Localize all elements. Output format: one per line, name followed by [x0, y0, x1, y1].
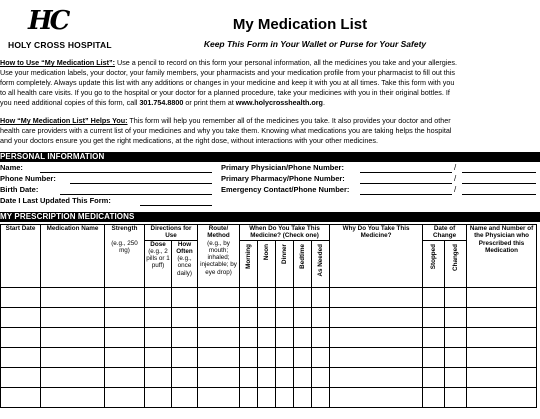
table-cell[interactable] [445, 327, 467, 347]
table-cell[interactable] [467, 367, 537, 387]
header-noon: Noon [258, 240, 276, 287]
table-cell[interactable] [467, 327, 537, 347]
table-cell[interactable] [145, 367, 172, 387]
table-cell[interactable] [145, 327, 172, 347]
pharmacy-phone-line[interactable] [462, 183, 536, 184]
table-cell[interactable] [312, 387, 330, 407]
table-cell[interactable] [294, 327, 312, 347]
table-cell[interactable] [145, 307, 172, 327]
table-cell[interactable] [198, 347, 240, 367]
personal-info-bar: PERSONAL INFORMATION [0, 152, 540, 162]
table-cell[interactable] [467, 347, 537, 367]
table-cell[interactable] [41, 307, 105, 327]
table-cell[interactable] [258, 387, 276, 407]
table-cell[interactable] [105, 367, 145, 387]
table-cell[interactable] [445, 347, 467, 367]
table-cell[interactable] [467, 307, 537, 327]
table-cell[interactable] [172, 327, 198, 347]
table-cell[interactable] [145, 287, 172, 307]
table-cell[interactable] [330, 367, 423, 387]
header-dose: Dose (e.g., 2 pills or 1 puff) [145, 240, 172, 287]
header-dinner: Dinner [276, 240, 294, 287]
emergency-slash: / [454, 185, 457, 194]
header-prescribing-physician: Name and Number of the Physician who Prescribed this Medication [467, 225, 537, 288]
how-to-use-line-4: to all health care visits. If you go to the hospital or your doctor for a planned procedure, take your medicines with you in their original bottles. If [0, 88, 450, 97]
table-cell[interactable] [467, 387, 537, 407]
table-cell[interactable] [258, 287, 276, 307]
pharmacy-line[interactable] [360, 183, 452, 184]
hospital-logo-mark: HC [28, 6, 68, 36]
table-cell[interactable] [145, 387, 172, 407]
table-cell[interactable] [1, 327, 41, 347]
table-cell[interactable] [294, 347, 312, 367]
emergency-line[interactable] [360, 194, 452, 195]
table-cell[interactable] [445, 307, 467, 327]
table-cell[interactable] [294, 287, 312, 307]
table-cell[interactable] [445, 287, 467, 307]
how-to-use-line-1: How to Use “My Medication List”: Use a pencil to record on this form your personal information, all the medicines you take and your allergies. [0, 58, 457, 67]
physician-slash: / [454, 163, 457, 172]
table-cell[interactable] [423, 287, 445, 307]
table-cell[interactable] [41, 387, 105, 407]
table-cell[interactable] [105, 327, 145, 347]
table-cell[interactable] [258, 367, 276, 387]
phone-line[interactable] [70, 183, 212, 184]
how-to-use-line-5: you need additional copies of this form, call 301.754.8800 or print them at www.holycrosshealth.org. [0, 98, 325, 107]
table-cell[interactable] [172, 307, 198, 327]
how-helps-line-1: How “My Medication List” Helps You: This form will help you remember all of the medicines you take. It also provides your doctor and other [0, 116, 451, 125]
table-cell[interactable] [276, 347, 294, 367]
prescriptions-body [1, 287, 537, 407]
table-cell[interactable] [172, 347, 198, 367]
table-row [1, 387, 537, 407]
table-cell[interactable] [445, 387, 467, 407]
table-cell[interactable] [294, 367, 312, 387]
table-cell[interactable] [423, 327, 445, 347]
header-route: Route/ Method (e.g., by mouth; inhaled; injectable; by eye drop) [198, 225, 240, 288]
header-changed: Changed [445, 240, 467, 287]
table-cell[interactable] [1, 287, 41, 307]
table-cell[interactable] [276, 307, 294, 327]
table-cell[interactable] [312, 287, 330, 307]
table-cell[interactable] [240, 387, 258, 407]
how-helps-line-2: health care providers with a current list of your medicines and why you take them. Knowing what medications you are taking helps the hospital [0, 126, 452, 135]
table-cell[interactable] [105, 287, 145, 307]
header-as-needed: As Needed [312, 240, 330, 287]
table-cell[interactable] [312, 367, 330, 387]
table-cell[interactable] [198, 387, 240, 407]
header-when: When Do You Take This Medicine? (Check one) [240, 225, 330, 241]
table-row [1, 327, 537, 347]
table-cell[interactable] [105, 307, 145, 327]
physician-phone-line[interactable] [462, 172, 536, 173]
table-cell[interactable] [1, 387, 41, 407]
table-cell[interactable] [423, 387, 445, 407]
table-cell[interactable] [198, 287, 240, 307]
header-strength: Strength (e.g., 250 mg) [105, 225, 145, 288]
how-helps-heading: How “My Medication List” Helps You: [0, 116, 128, 125]
table-row [1, 307, 537, 327]
prescriptions-table [0, 224, 537, 408]
table-cell[interactable] [467, 287, 537, 307]
table-cell[interactable] [294, 307, 312, 327]
table-cell[interactable] [1, 307, 41, 327]
table-cell[interactable] [258, 307, 276, 327]
table-cell[interactable] [198, 307, 240, 327]
table-cell[interactable] [145, 347, 172, 367]
table-cell[interactable] [1, 347, 41, 367]
updated-label: Date I Last Updated This Form: [0, 196, 111, 205]
table-cell[interactable] [41, 367, 105, 387]
emergency-label: Emergency Contact/Phone Number: [221, 185, 350, 194]
table-cell[interactable] [258, 347, 276, 367]
prescriptions-bar: MY PRESCRIPTION MEDICATIONS [0, 212, 540, 222]
phone-label: Phone Number: [0, 174, 56, 183]
physician-label: Primary Physician/Phone Number: [221, 163, 344, 172]
table-cell[interactable] [240, 287, 258, 307]
table-cell[interactable] [105, 347, 145, 367]
birth-date-line[interactable] [60, 194, 212, 195]
table-cell[interactable] [312, 307, 330, 327]
table-cell[interactable] [330, 387, 423, 407]
table-row [1, 347, 537, 367]
table-cell[interactable] [198, 327, 240, 347]
how-helps-line-3: and your doctors ensure you get the right medications, at the right dose, without interactions with your other medicines. [0, 136, 378, 145]
table-cell[interactable] [240, 347, 258, 367]
page-subtitle: Keep This Form in Your Wallet or Purse for Your Safety [203, 39, 427, 49]
pharmacy-slash: / [454, 174, 457, 183]
emergency-phone-line[interactable] [462, 194, 536, 195]
header-how-often: How Often (e.g., once daily) [172, 240, 198, 287]
table-cell[interactable] [423, 367, 445, 387]
table-cell[interactable] [445, 367, 467, 387]
physician-line[interactable] [360, 172, 452, 173]
table-header-row-1 [1, 225, 537, 241]
how-to-use-line-3: form completely. Always update this list with any additions or changes in your medicine and keep it with you at all times. Take this form with you [0, 78, 455, 87]
table-cell[interactable] [41, 347, 105, 367]
table-cell[interactable] [276, 287, 294, 307]
table-cell[interactable] [312, 347, 330, 367]
header-morning: Morning [240, 240, 258, 287]
table-cell[interactable] [1, 367, 41, 387]
table-cell[interactable] [276, 327, 294, 347]
header-why: Why Do You Take This Medicine? [330, 225, 423, 288]
name-label: Name: [0, 163, 23, 172]
how-to-use-heading: How to Use “My Medication List”: [0, 58, 116, 67]
table-cell[interactable] [240, 367, 258, 387]
updated-line[interactable] [140, 205, 212, 206]
table-row [1, 287, 537, 307]
table-row [1, 367, 537, 387]
header-medication-name: Medication Name [41, 225, 105, 288]
header-start-date: Start Date [1, 225, 41, 288]
table-cell[interactable] [172, 387, 198, 407]
table-cell[interactable] [240, 307, 258, 327]
header-stopped: Stopped [423, 240, 445, 287]
phone-number: 301.754.8800 [139, 98, 184, 107]
table-cell[interactable] [423, 347, 445, 367]
table-cell[interactable] [41, 327, 105, 347]
table-cell[interactable] [294, 387, 312, 407]
table-cell[interactable] [276, 387, 294, 407]
table-cell[interactable] [423, 307, 445, 327]
table-cell[interactable] [330, 347, 423, 367]
header-bedtime: Bedtime [294, 240, 312, 287]
table-cell[interactable] [172, 367, 198, 387]
header-date-of-change: Date of Change [423, 225, 467, 241]
hospital-logo-text: HOLY CROSS HOSPITAL [8, 40, 112, 50]
table-cell[interactable] [330, 327, 423, 347]
table-cell[interactable] [41, 287, 105, 307]
table-cell[interactable] [276, 367, 294, 387]
table-cell[interactable] [105, 387, 145, 407]
website-link[interactable]: www.holycrosshealth.org [235, 98, 323, 107]
pharmacy-label: Primary Pharmacy/Phone Number: [221, 174, 345, 183]
table-cell[interactable] [330, 287, 423, 307]
header-directions: Directions for Use [145, 225, 198, 241]
table-cell[interactable] [330, 307, 423, 327]
page-title: My Medication List [232, 16, 368, 33]
birth-date-label: Birth Date: [0, 185, 39, 194]
name-line[interactable] [40, 172, 212, 173]
table-cell[interactable] [258, 327, 276, 347]
table-cell[interactable] [240, 327, 258, 347]
table-cell[interactable] [312, 327, 330, 347]
table-cell[interactable] [172, 287, 198, 307]
table-cell[interactable] [198, 367, 240, 387]
how-to-use-line-2: Use your medication labels, your doctor, your family members, your pharmacists and your medication profile from your pharmacist to fill out this [0, 68, 455, 77]
